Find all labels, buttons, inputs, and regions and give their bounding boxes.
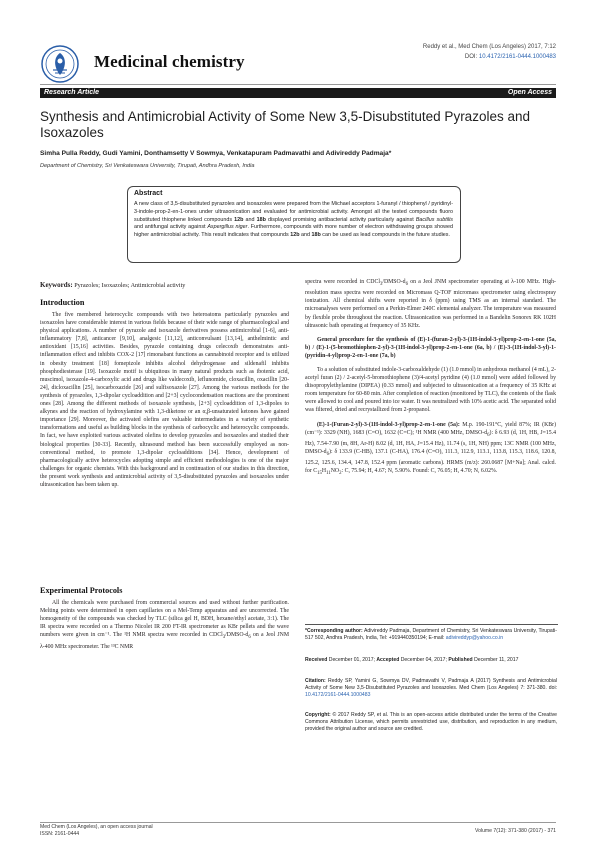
doi-header [465, 54, 556, 60]
abstract-text [134, 201, 453, 240]
text-span: /DMSO-d [382, 279, 406, 285]
dates-line [305, 657, 557, 664]
spectra-paragraph [305, 278, 556, 330]
text-span: on a Jeol JNM spectrometer operating at λ-100 MHz. High-resolution mass spectra were recorded on Micromass Q-TOF micromass spectrometer using electrospray ionization. All chemical shifts were reported in δ (ppm) using TMS as an internal standard. The microanalyses were performed on a Perkin-Elmer 240C elemental analyzer. The temperature was measured by flexible probe throughout the reaction. Ultrasonication was performed in a Bandelin Sonorex RK 102H ultrasonic bath operating at frequency of 35 KHz. [305, 279, 556, 329]
abstract-span: displayed promising antibacterial activity particularly against [265, 216, 416, 223]
text-span: on a Jeol JNM λ-400 MHz spectrometer. The ¹³C NMR [40, 632, 289, 650]
abstract-span: can be used as lead compounds in the future studies. [320, 232, 450, 239]
introduction-text [40, 311, 289, 489]
text-span: Adivireddy Padmaja, Department of Chemistry, Sri Venkateswara University, Tirupati-517 502, Andhra Pradesh, India, Tel: +919440350194; E-mail: [305, 628, 557, 641]
article-title: Synthesis and Antimicrobial Activity of Some New 3,5-Disubstituted Pyrazoles and Isoxazoles [40, 109, 530, 140]
general-procedure-text: To a solution of substituted indole-3-carboxaldehyde (1) (1.0 mmol) in anhydrous methanol (4 mL), 2-acetyl furan (2) / 2-acetyl-5-bromothiophene (3)/4-acetyl pyridine (4) (1.0 mmol) were added followed by diisopropylethylamine (DIPEA) (0.33 mmol) and subjected to ultrasonication at a frequency of 35 KHz at room temperature for 60-80 min. After completion of reaction (monitored by TLC), the contents of the flask were allowed to cool and poured into ice water. It was neutralized with 10% acetic acid. The separated solid was filtered, dried and recrystallized from 2-propanol. [305, 367, 556, 414]
right-column-text [305, 278, 556, 479]
subscript: 6 [487, 432, 490, 438]
introduction-heading: Introduction [40, 298, 85, 307]
species-name: Bacillus subtilis [415, 216, 453, 223]
footer-journal-line: Med Chem (Los Angeles), an open access journal [40, 824, 153, 830]
open-access-label: Open Access [507, 89, 552, 96]
text-span: /DMSO-d [225, 632, 249, 639]
subscript: 3 [379, 282, 383, 288]
footnote-label: Accepted [376, 657, 400, 663]
experimental-heading: Experimental Protocols [40, 586, 123, 595]
text-span: ): δ 133.9 (C-HB), 137.1 (C-HA), 176.4 (C=O), 111.3, 112.9, 113.1, 113.8, 115.3, 118.6, 120.8, 125.2, 125.6, 134.4, 147.8, 152.4 ppm (aromatic carbons). HRMS (m/z): 260.0687 [M+Na]; Anal. calcd. for C [305, 449, 556, 475]
article-type: Research Article [44, 89, 99, 96]
keywords-label: Keywords: [40, 281, 73, 289]
text-span: © 2017 Reddy SP, et al. This is an open-access article distributed under the terms of the Creative Commons Attribution License, which permits unrestricted use, distribution, and reproduction in any medium, provided the original author and source are credited. [305, 712, 557, 732]
abstract-span: A new class of 3,5-disubstituted pyrazoles and isoxazoles were prepared from the Michael acceptors 1-furanyl / thiophenyl / pyridinyl-3-indole-prop-2-en-1-ones under ultrasonication and evaluated for antimicrobial activity. Amongst all the tested compounds fluoro substituted thiophene linked compounds [134, 201, 453, 223]
introduction-paragraph: The five membered heterocyclic compounds with two heteroatoms particularly pyrazoles and isoxazoles have considerable interest in various fields because of their wide range of pharmacological and physical applications. A number of pyrazole and isoxazole derivatives possess antimicrobial [1-6], anti-inflammatory [7,8], anticancer [9,10], analgesic [11,12], anticonvulsant [13,14], anthelmintic and antioxidant [15,16] activities. Besides, pyrazole containing drugs celecoxib demonstrates anti-inflammation effect and inhibits COX-2 [17] rimonabant functions as cannabinoid receptor and is utilized in obesity treatment [18] fomepizole inhibits alcohol dehydrogenase and sildenafil inhibits phosphodiesterase [19]. Isoxazole motif is ubiquitous in many natural products such as ibotenic acid, muscimol, isoxazole-4-carboxylic acid and drugs like valdecoxib, leflunomide, cloxacillin, oxacillin [20-24], dicloxacillin [25], isocarboxazide [26] and sulfisoxazole [27]. Among the various methods for the synthesis of pyrazoles, 1,3-dipolar cycloaddition and [2+3] cyclocondensation reactions are the prominent ones [28]. Among the different methods of isoxazole synthesis, [2+3] cycloaddition of 1,3-dipoles to alkynes and the reaction of hydroxylamine with 1,3-diketone or an α,β-unsaturated ketones have gained importance [29]. Moreover, the activated olefins are valuable intermediates in a variety of synthetic transformations and useful as building blocks in the synthesis of carbocyclic and heterocyclic compounds. In fact, we have exploited various activated olefins to develop pyrazoles and isoxazoles and studied their biological properties [30-33]. Recently, ultrasound method has been successfully employed as non-conventional method, to promote 1,3-dipolar cycloadditions [34]. Hence, development of pharmacologically active heterocycles adopting simple and efficient methodologies is one of the major challenges for organic chemists. With this background and in continuation of our studies in this direction, the present work synthesis and antimicrobial activity of 3,5-disubstituted pyrazoles and isoxazoles under ultrasonication has been taken up. [40, 312, 289, 488]
text-span: NO [330, 468, 340, 475]
footer-volume: Volume 7(12): 371-380 (2017) - 371 [475, 828, 556, 834]
author-list: Simha Pulla Reddy, Gudi Yamini, Donthamsetty V Sowmya, Venkatapuram Padmavathi and Adivireddy Padmaja* [40, 150, 392, 157]
citation-doi-link[interactable]: 10.4172/2161-0444.1000483 [305, 691, 371, 698]
footnote-label: Published [448, 657, 473, 663]
footnote-label: Citation: [305, 678, 326, 684]
text-span: December 04, 2017; [399, 657, 449, 663]
subscript: 3 [222, 635, 226, 641]
subscript: 15 [317, 471, 322, 477]
text-span: All the chemicals were purchased from commercial sources and used without further purification. Melting points were determined in open capillaries on a Mel-Temp apparatus and are uncorrected. The homogeneity of the compounds was checked by TLC (silica gel H, BDH, hexane/ethyl acetate, 3:1). The IR spectra were recorded on a Thermo Nicolet IR 200 FT-IR spectrometer as KBr pellets and the wave numbers were given in cm⁻¹. The ¹H NMR spectra were recorded in CDCl [40, 600, 289, 639]
text-span: December 11, 2017 [472, 657, 519, 663]
species-name: Aspergillus niger [207, 224, 248, 231]
compound-heading: (E)-1-(Furan-2-yl)-3-(1H-indol-3-yl)prop-2-en-1-one (5a): [317, 421, 460, 428]
text-span: ): δ 6.93 (d, 1H, HB, J=15.4 Hz), 7.54-7.90 (m, 8H, Ar-H) 8.02 (d, 1H, HA, J=15.4 Hz), 11.74 (s, 1H, NH) ppm; 13C NMR (100 MHz, DMSO-d [305, 429, 556, 455]
doi-link[interactable]: 10.4172/2161-0444.1000483 [478, 54, 556, 60]
journal-title: Medicinal chemistry [94, 52, 245, 71]
corresponding-author [305, 628, 557, 642]
footer-rule [40, 822, 556, 823]
subscript: 2 [339, 471, 342, 477]
footer-journal [40, 824, 153, 838]
experimental-text [40, 599, 289, 651]
compound-ref: 12b [234, 216, 244, 223]
copyright-footnote [305, 712, 557, 732]
subscript: 6 [405, 282, 408, 288]
citation-footnote [305, 678, 557, 698]
general-procedure-heading: General procedure for the synthesis of (E)-1-(furan-2-yl)-3-(1H-indol-3-yl)prop-2-en-1-one (5a, b) / (E)-1-(5-bromothiophen-2-yl)-3-(1H-indol-3-yl)prop-2-en-1-one (6a, b) / (E)-3-(1H-indol-3-yl)-1-(pyridin-4-yl)prop-2-en-1-one (7a, b) [305, 336, 556, 359]
footer-issn: ISSN: 2161-0444 [40, 831, 80, 837]
text-span: M.p. 190-191°C, yield 87%; IR (KBr) (cm⁻¹): 3329 (NH), 1683 (C=O), 1632 (C=C); ¹H NMR (400 MHz, DMSO-d [305, 421, 556, 436]
compound-5a-paragraph [305, 421, 556, 479]
header-rule [40, 84, 556, 85]
compound-ref: 18b [256, 216, 266, 223]
subscript: 11 [326, 471, 331, 477]
keywords [40, 281, 185, 289]
email-link[interactable]: adivireddyp@yahoo.co.in [445, 634, 504, 641]
text-span: : C, 75.94; H, 4.67; N, 5.90%. Found: C, 76.05; H, 4.70; N, 6.02%. [341, 468, 498, 475]
article-type-bar [40, 88, 556, 98]
text-span: Reddy SP, Yamini G, Sowmya DV, Padmavathi V, Padmaja A (2017) Synthesis and Antimicrobial Activity of Some New 3,5-Disubstituted Pyrazoles and Isoxazoles. Med Chem (Los Angeles) 7: 371-380. doi: [305, 678, 557, 691]
keywords-text: Pyrazoles; Isoxazoles; Antimicrobial activity [74, 282, 186, 289]
subscript: 6 [248, 635, 251, 641]
footnote-label: Received [305, 657, 328, 663]
text-span: spectra were recorded in CDCl [305, 279, 380, 285]
omics-logo-icon [40, 44, 80, 84]
abstract-span: and antifungal activity against [134, 224, 208, 231]
footnote-rule [305, 624, 558, 625]
subscript: 6 [326, 452, 330, 458]
footnote-label: Copyright: [305, 712, 331, 718]
abstract-span: and [243, 216, 257, 223]
text-span: December 01, 2017; [327, 657, 377, 663]
affiliation: Department of Chemistry, Sri Venkateswara University, Tirupati, Andhra Pradesh, India [40, 163, 255, 169]
abstract-heading: Abstract [134, 190, 163, 197]
compound-ref: 18b [311, 232, 321, 239]
footnote-label: *Corresponding author: [305, 628, 363, 634]
citation-header: Reddy et al., Med Chem (Los Angeles) 2017, 7:12 [422, 44, 556, 50]
text-span: H [321, 468, 327, 475]
doi-label: DOI: [464, 54, 478, 60]
abstract-span: and [299, 232, 312, 239]
compound-ref: 12b [290, 232, 300, 239]
abstract-span: . Furthermore, compounds with more number of electron withdrawing groups showed higher antimicrobial activity. This result indicates that compounds [134, 224, 453, 239]
experimental-paragraph [40, 599, 289, 651]
